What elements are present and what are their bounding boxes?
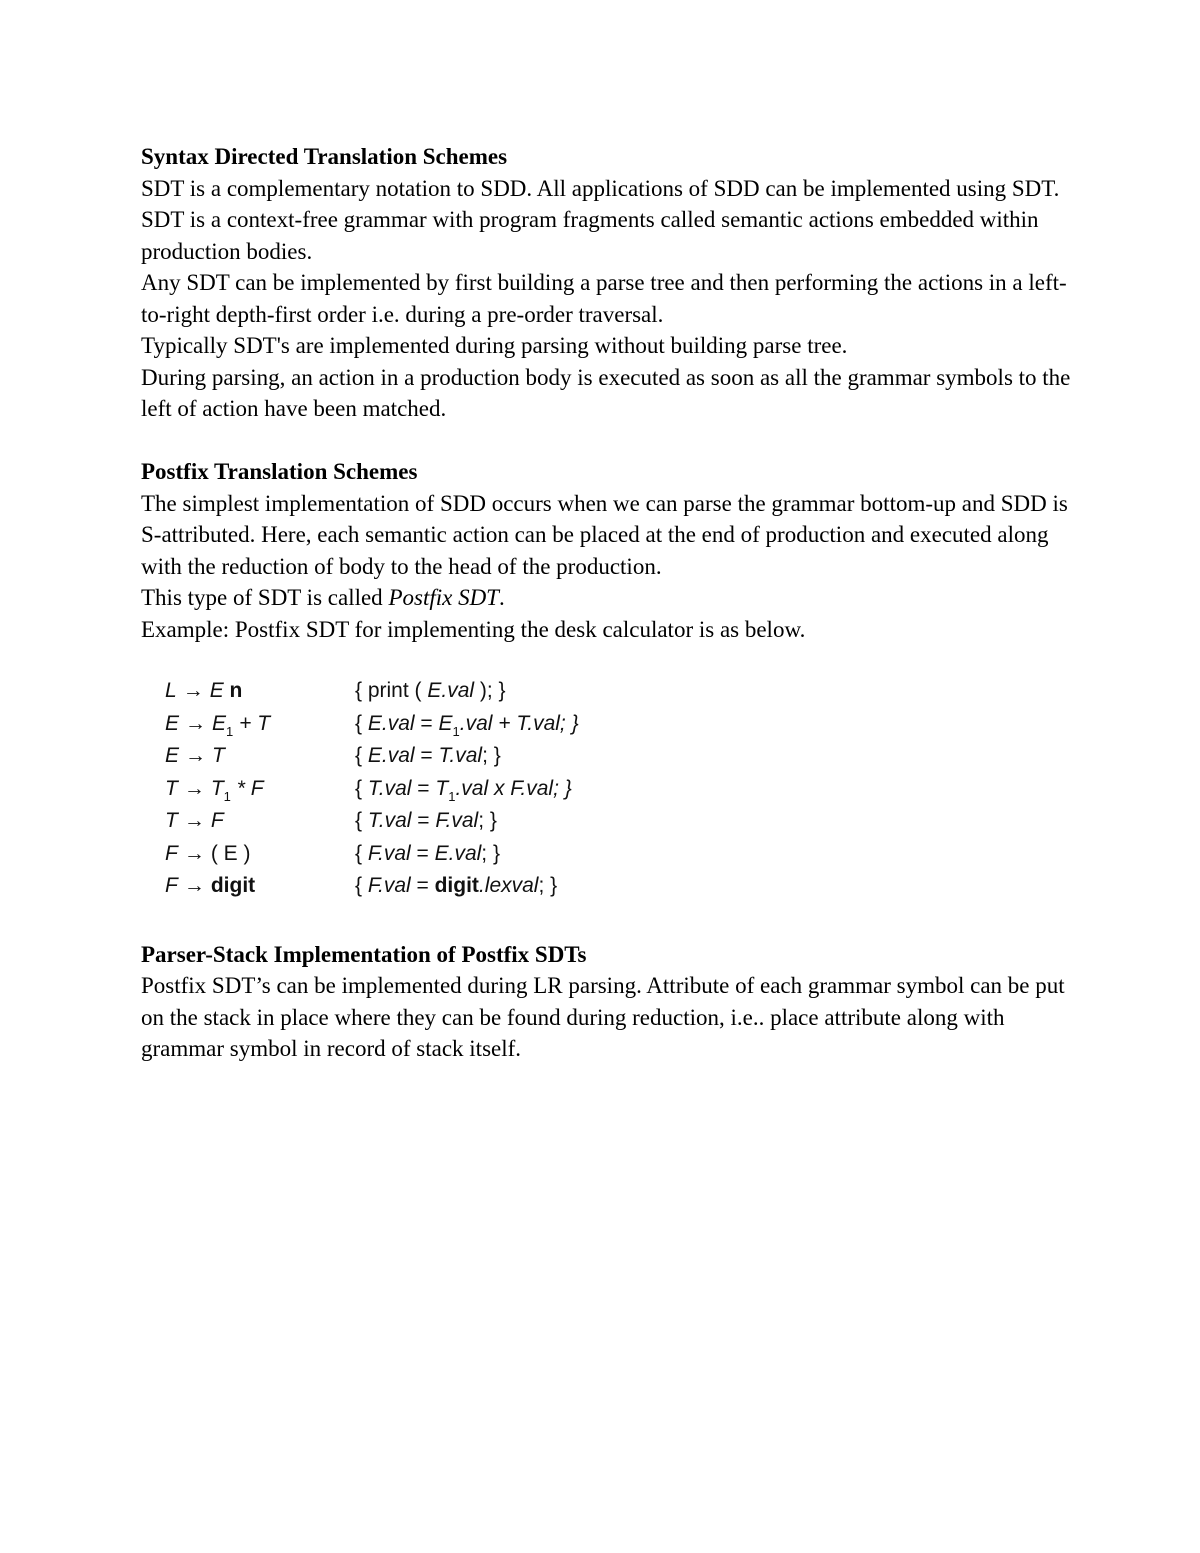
production-lhs: E [165,711,180,735]
production-rhs: E [209,679,224,702]
spacer [141,903,1071,939]
grammar-row [165,740,1071,773]
grammar-row [165,773,1071,806]
action-text: { [355,744,368,767]
semantic-action [355,870,1071,903]
action-attribute: .val x F.val; } [455,776,572,800]
action-text: { [355,776,368,800]
production-rhs: E [212,711,227,735]
sdt-paragraph-2: Any SDT can be implemented by first building a parse tree and then performing the actions in a left-to-right depth-first order i.e. during a pre-order traversal. [141,270,1067,327]
grammar-row [165,838,1071,871]
production-lhs: E [165,744,180,767]
postfix-paragraph-1: The simplest implementation of SDD occurs when we can parse the grammar bottom-up and SDD is S-attributed. Here, each semantic action can be placed at the end of production and executed along with the reduction of body to the head of the production. [141,490,1068,579]
production-lhs: T [165,776,178,800]
semantic-action [355,708,1071,743]
production-rhs: * F [236,776,264,800]
action-attribute: T [435,776,449,800]
production-head [165,805,355,838]
action-text: = [410,841,435,865]
action-attribute: E.val [427,679,475,702]
arrow-icon: → [183,874,205,897]
subscript: 1 [226,723,234,739]
action-attribute: T.val [367,809,412,832]
semantic-action [355,805,1071,838]
action-attribute: T.val [367,776,412,800]
postfix-type-line [141,582,1071,614]
production-head [165,838,355,871]
action-text: = [414,711,439,735]
arrow-icon: → [183,776,205,800]
section-title-postfix: Postfix Translation Schemes [141,459,418,484]
action-text: = [411,809,436,832]
production-rhs-terminal: digit [210,874,256,897]
postfix-example-line: Example: Postfix SDT for implementing the desk calculator is as below. [141,616,806,642]
sdt-paragraph-4: During parsing, an action in a production body is executed as soon as all the grammar symbols to the left of action have been matched. [141,364,1071,421]
arrow-icon: → [185,744,207,767]
production-rhs: + T [239,711,271,735]
arrow-icon: → [183,809,205,832]
production-lhs: F [165,874,178,897]
section-title-sdt: Syntax Directed Translation Schemes [141,144,508,169]
action-attribute: .val + T.val; } [459,711,579,735]
semantic-action [355,740,1071,773]
production-lhs: T [165,809,178,832]
arrow-icon: → [183,841,205,865]
action-text: ; } [482,744,501,767]
production-rhs: F [210,809,224,832]
action-text: ; } [538,874,558,897]
arrow-icon: → [185,711,207,735]
sdt-paragraph-3: Typically SDT's are implemented during parsing without building parse tree. [141,333,848,358]
arrow-icon: → [182,679,204,702]
parser-stack-paragraph: Postfix SDT’s can be implemented during LR parsing. Attribute of each grammar symbol can be put on the stack in place where they can be found during reduction, i.e.. place attribute along with grammar symbol in record of stack itself. [141,973,1065,1061]
production-head [165,675,355,708]
action-text: = [414,744,439,767]
grammar-row [165,805,1071,838]
production-head [165,773,355,808]
production-rhs: ( E ) [210,841,251,865]
postfix-type-suffix: . [498,585,505,610]
action-text: ; } [478,809,497,832]
subscript: 1 [223,788,231,804]
action-attribute: T.val [438,744,483,767]
semantic-action [355,838,1071,871]
action-text: = [411,776,436,800]
action-text: ); } [474,679,506,702]
production-head [165,708,355,743]
action-attribute: E.val [434,841,482,865]
action-attribute: .lexval [478,874,539,897]
grammar-row [165,708,1071,741]
production-head [165,870,355,903]
action-attribute: F.val [367,841,411,865]
action-text: { [355,809,368,832]
grammar-figure [165,675,1071,903]
grammar-row [165,870,1071,903]
sdt-paragraph-1: SDT is a complementary notation to SDD. All applications of SDD can be implemented using SDT. SDT is a context-free grammar with program fragments called semantic actions embedded within production bodies. [141,175,1060,264]
postfix-type-term: Postfix SDT [388,585,499,610]
production-rhs: T [210,776,224,800]
document-page [141,141,1071,1065]
action-text: { [355,711,368,735]
action-text: { [355,841,368,865]
production-rhs: T [212,744,225,767]
action-attribute: E [438,711,453,735]
subscript: 1 [452,723,460,739]
action-text: { print ( [355,679,428,702]
production-head [165,740,355,773]
action-text: = [410,874,435,897]
spacer [141,425,1071,457]
grammar-row [165,675,1071,708]
action-text: { [355,874,368,897]
semantic-action [355,675,1071,708]
production-lhs: F [165,841,178,865]
subscript: 1 [448,788,456,804]
action-attribute: E.val [367,744,415,767]
section-title-parser-stack: Parser-Stack Implementation of Postfix SDTs [141,941,587,967]
action-attribute: E.val [367,711,415,735]
action-terminal: digit [434,874,479,897]
production-rhs-terminal: n [229,679,243,702]
production-lhs: L [165,679,177,702]
postfix-type-prefix: This type of SDT is called [141,585,389,610]
action-attribute: F.val [435,809,479,832]
action-text: ; } [481,841,500,865]
semantic-action [355,773,1071,808]
action-attribute: F.val [367,874,411,897]
